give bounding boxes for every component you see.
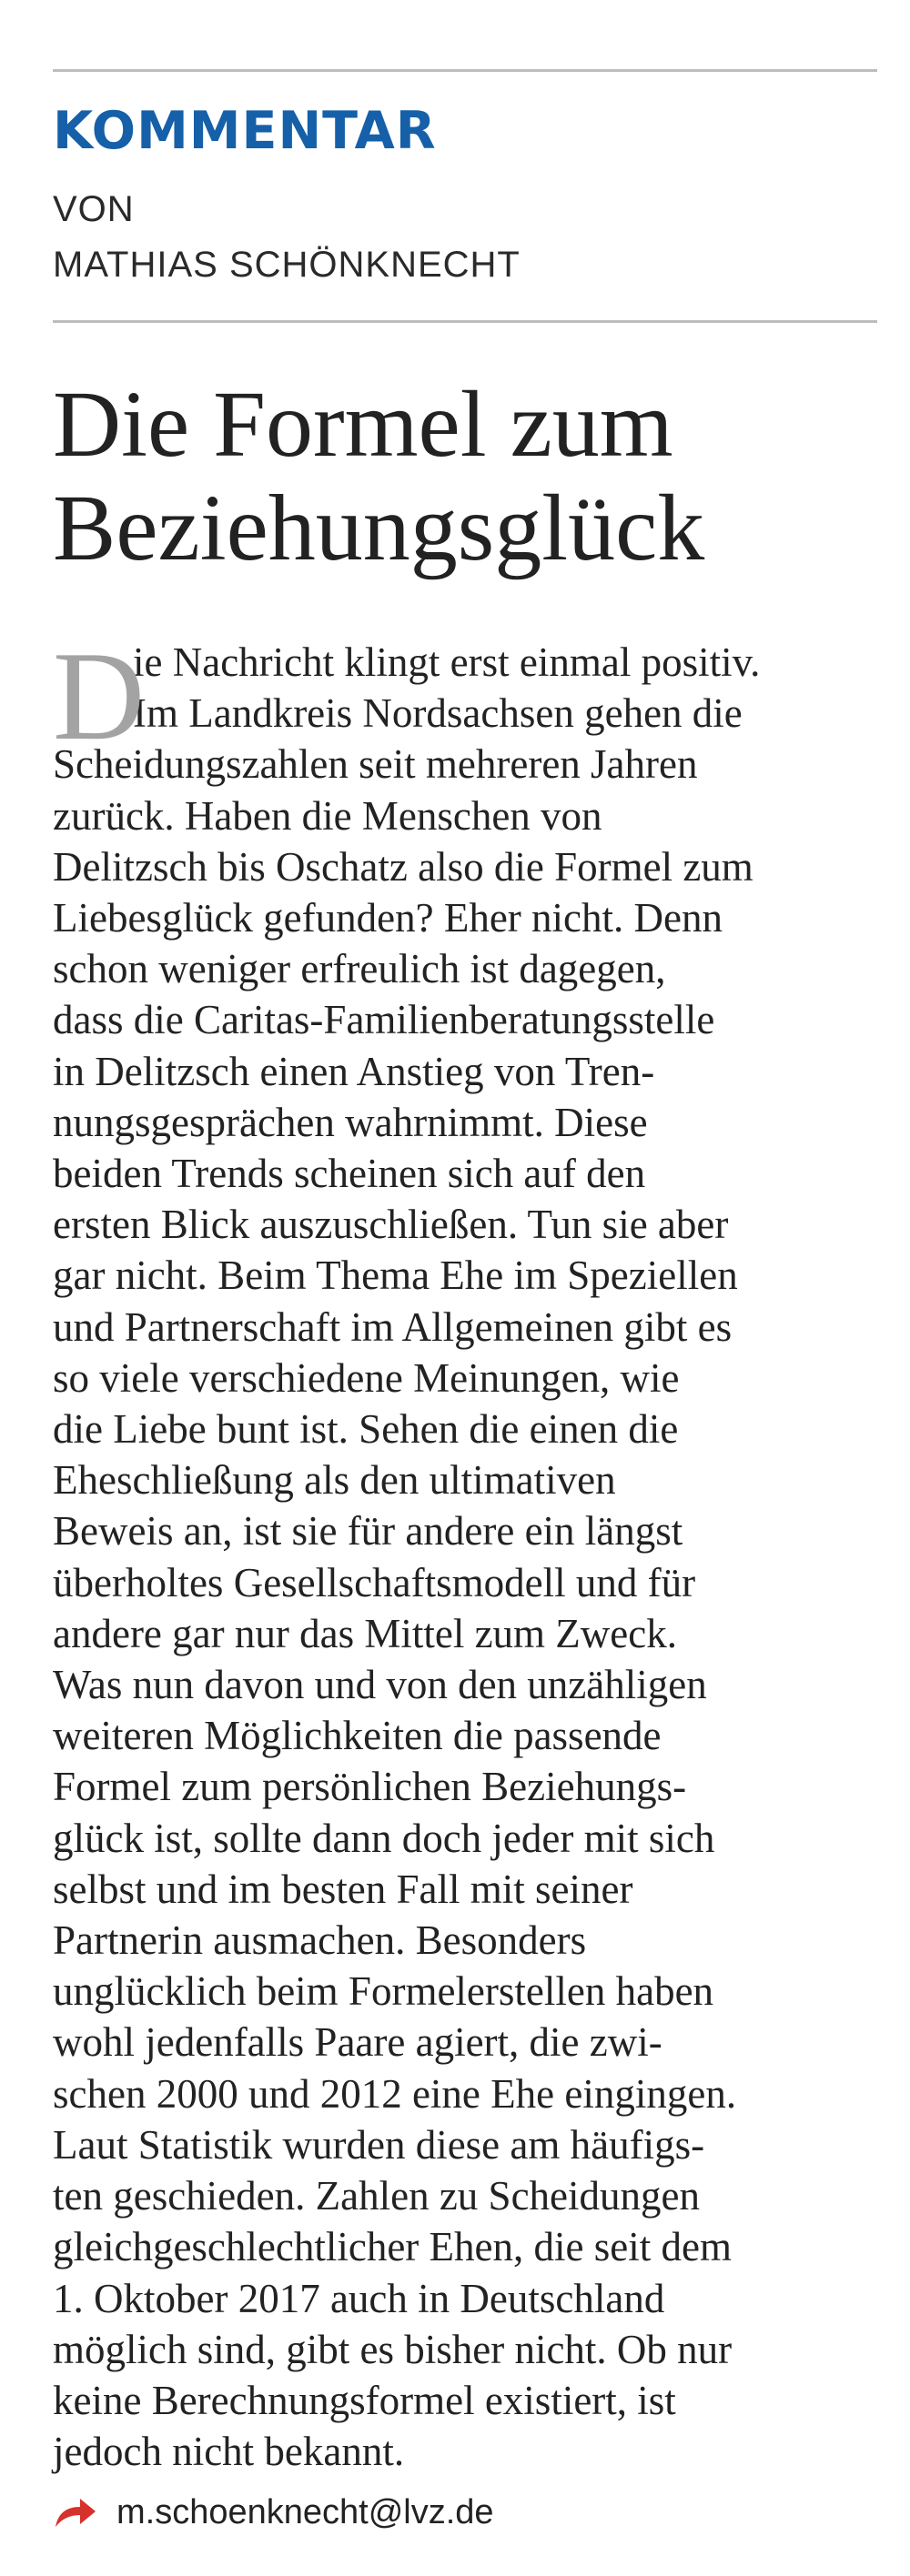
commentary-article [53,0,877,2576]
body-line: weiteren Möglichkeiten die passende [53,1713,662,1759]
headline-line: Beziehungsglück [53,476,705,580]
body-line: Liebesglück gefunden? Eher nicht. Denn [53,895,723,941]
author-email-link[interactable]: m.schoenknecht@lvz.de [116,2492,494,2531]
body-line: wohl jedenfalls Paare agiert, die zwi- [53,2019,662,2066]
body-line: glück ist, sollte dann doch jeder mit sich [53,1815,715,1861]
body-line: Beweis an, ist sie für andere ein längst [53,1508,683,1555]
byline-author: MATHIAS SCHÖNKNECHT [53,245,521,285]
body-line: Im Landkreis Nordsachsen gehen die [133,690,743,737]
body-line: ten geschieden. Zahlen zu Scheidungen [53,2173,700,2219]
body-line: in Delitzsch einen Anstieg von Tren- [53,1048,655,1094]
article-body [53,626,877,2477]
body-line: Partnerin ausmachen. Besonders [53,1917,587,1964]
byline-prefix: VON [53,189,135,229]
body-line: Formel zum persönlichen Beziehungs- [53,1764,687,1810]
article-headline [53,373,877,580]
body-line: ie Nachricht klingt erst einmal positiv. [133,639,761,685]
body-line: zurück. Haben die Menschen von [53,792,602,839]
body-line: beiden Trends scheinen sich auf den [53,1151,646,1197]
headline-line: Die Formel zum [53,372,673,477]
body-line: selbst und im besten Fall mit seiner [53,1866,633,1912]
body-line: schen 2000 und 2012 eine Ehe eingingen. [53,2070,737,2117]
body-line: Eheschließung als den ultimativen [53,1457,616,1504]
body-line: Delitzsch bis Oschatz also die Formel zum [53,843,753,890]
body-line: keine Berechnungsformel existiert, ist [53,2377,676,2423]
share-arrow-icon [53,2496,98,2529]
body-line: gleichgeschlechtlicher Ehen, die seit dem [53,2224,732,2270]
author-contact [53,2490,494,2535]
body-line: unglücklich beim Formelerstellen haben [53,1968,714,2015]
body-line: Scheidungszahlen seit mehreren Jahren [53,741,698,788]
body-line: ersten Blick auszuschließen. Tun sie aber [53,1202,729,1248]
body-line: Was nun davon und von den unzähligen [53,1662,707,1708]
body-line: und Partnerschaft im Allgemeinen gibt es [53,1303,733,1350]
header-divider [53,320,877,323]
top-divider [53,69,877,72]
section-kicker: KOMMENTAR [53,101,437,161]
body-line: schon weniger erfreulich ist dagegen, [53,946,666,992]
body-line: überholtes Gesellschaftsmodell und für [53,1559,696,1605]
body-line: dass die Caritas-Familienberatungsstelle [53,997,715,1043]
body-line: jedoch nicht bekannt. [53,2429,405,2475]
body-line: möglich sind, gibt es bisher nicht. Ob nur [53,2326,733,2372]
body-line: andere gar nur das Mittel zum Zweck. [53,1610,677,1656]
body-line: so viele verschiedene Meinungen, wie [53,1354,680,1401]
body-line: nungsgesprächen wahrnimmt. Diese [53,1099,648,1145]
body-line: die Liebe bunt ist. Sehen die einen die [53,1406,679,1453]
drop-cap: D [53,626,146,767]
body-line: gar nicht. Beim Thema Ehe im Speziellen [53,1253,738,1299]
body-line: Laut Statistik wurden diese am häufigs- [53,2121,705,2168]
body-line: 1. Oktober 2017 auch in Deutschland [53,2275,665,2321]
